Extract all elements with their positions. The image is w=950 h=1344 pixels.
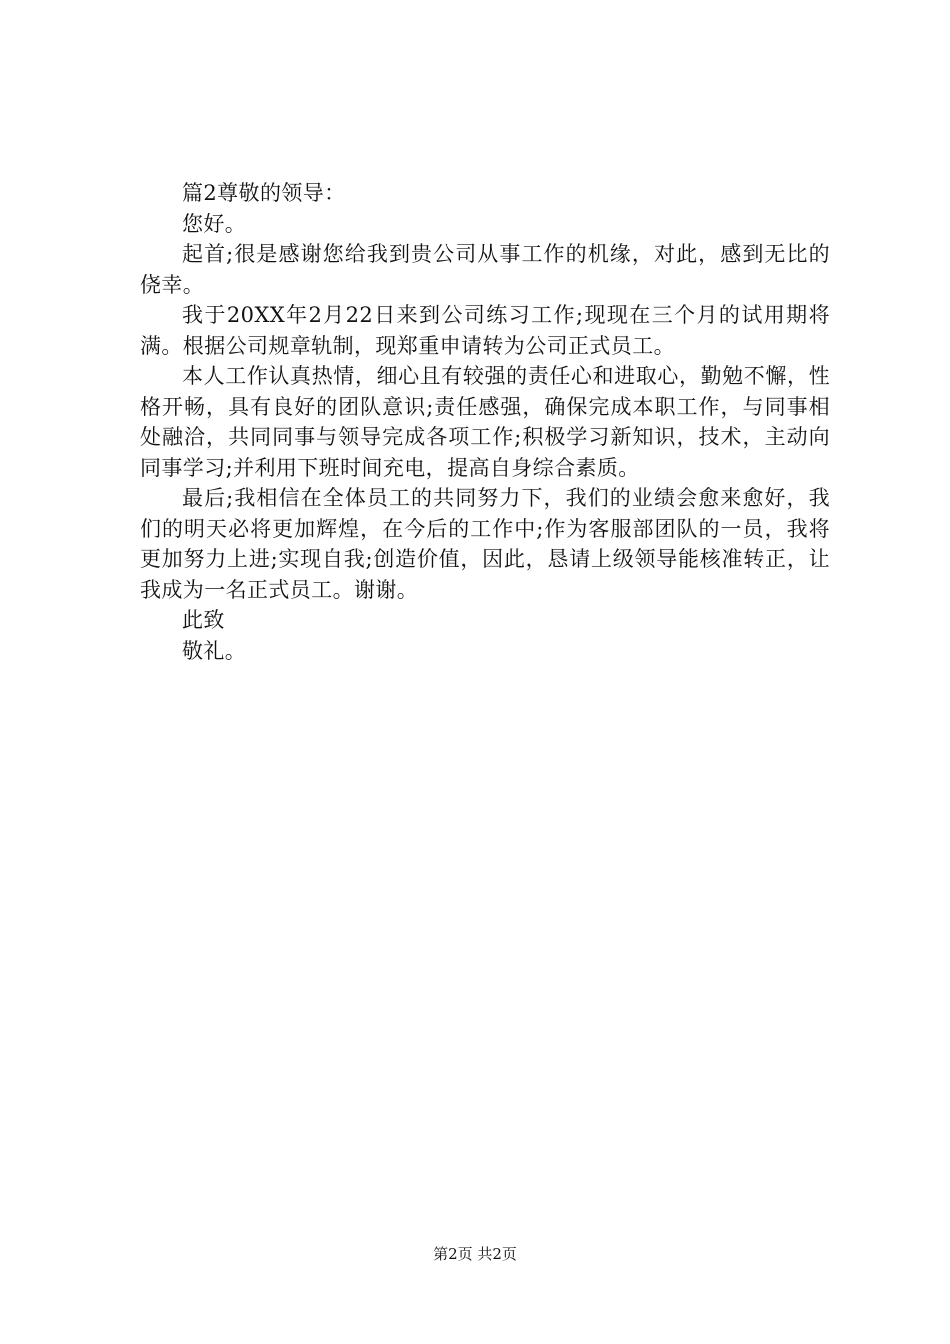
paragraph-conclusion: 最后;我相信在全体员工的共同努力下，我们的业绩会愈来愈好，我们的明天必将更加辉煌，在今后的工作中;作为客服部团队的一员，我将更加努力上进;实现自我;创造价值，因此，恳请上级领导能核准转正，让我成为一名正式员工。谢谢。 xyxy=(140,486,830,602)
closing-regards: 敬礼。 xyxy=(182,638,247,663)
paragraph-self-assessment: 本人工作认真热情，细心且有较强的责任心和进取心，勤勉不懈，性格开畅，具有良好的团队意识;责任感强，确保完成本职工作，与同事相处融洽，共同同事与领导完成各项工作;积极学习新知识，技术，主动向同事学习;并利用下班时间充电，提高自身综合素质。 xyxy=(140,364,830,480)
paragraph-thanks: 起首;很是感谢您给我到贵公司从事工作的机缘，对此，感到无比的侥幸。 xyxy=(140,242,830,297)
letter-body xyxy=(140,178,830,666)
greeting: 您好。 xyxy=(182,211,247,236)
page-number-footer: 第2页 共2页 xyxy=(433,1245,517,1263)
closing-salutation: 此致 xyxy=(182,608,225,632)
paragraph-probation: 我于20XX年2月22日来到公司练习工作;现现在三个月的试用期将满。根据公司规章轨制，现郑重申请转为公司正式员工。 xyxy=(140,303,830,358)
letter-heading: 篇2尊敬的领导： xyxy=(182,181,346,205)
